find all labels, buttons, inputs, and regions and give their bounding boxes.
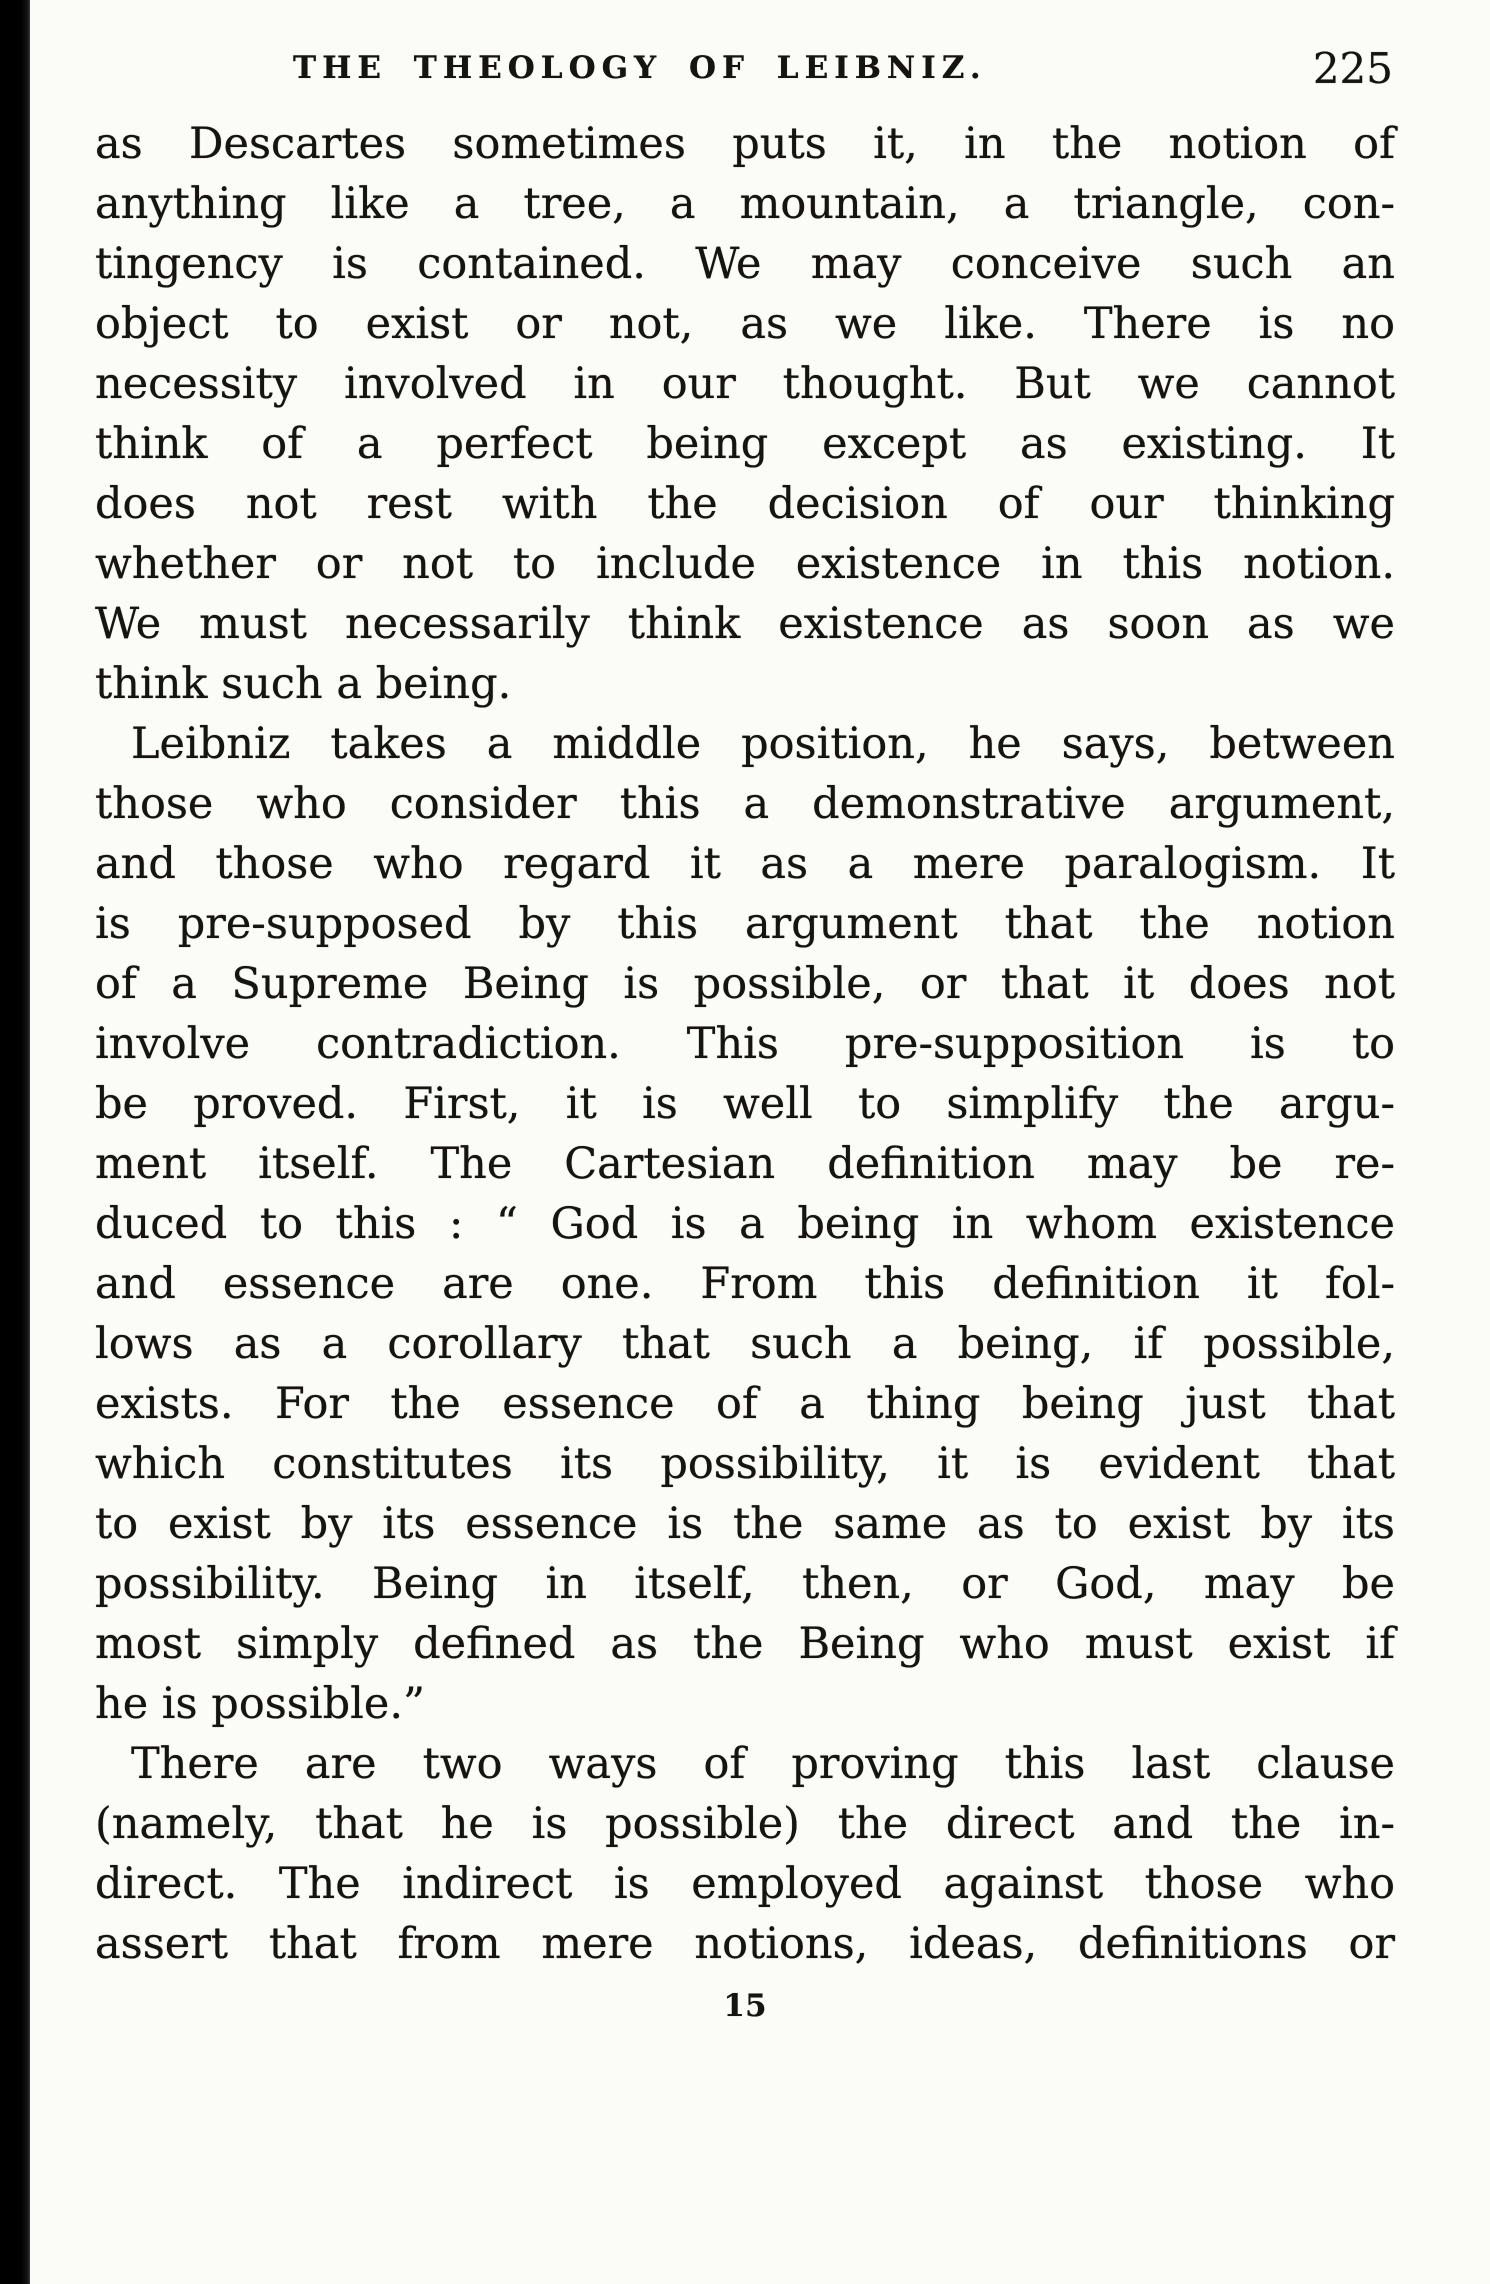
text-line: be proved. First, it is well to simplify the argu-: [95, 1079, 1395, 1129]
text-line: anything like a tree, a mountain, a triangle, con-: [95, 179, 1395, 229]
text-line: possibility. Being in itself, then, or God, may be: [95, 1559, 1395, 1609]
text-line: Leibniz takes a middle position, he says, between: [131, 719, 1395, 769]
text-line: think of a perfect being except as existing. It: [95, 419, 1395, 469]
text-line: duced to this : “ God is a being in whom existence: [95, 1199, 1395, 1249]
text-line: assert that from mere notions, ideas, definitions or: [95, 1919, 1395, 1969]
page-title: THE THEOLOGY OF LEIBNIZ.: [293, 50, 987, 86]
text-line: is pre-supposed by this argument that the notion: [95, 899, 1395, 949]
page-body: [95, 114, 1395, 1974]
text-line: those who consider this a demonstrative argument,: [95, 779, 1395, 829]
text-line: which constitutes its possibility, it is evident that: [95, 1439, 1395, 1489]
signature-number: 15: [723, 1988, 767, 2024]
scan-gutter-edge: [0, 0, 30, 2284]
text-line: exists. For the essence of a thing being just that: [95, 1379, 1395, 1429]
text-line: to exist by its essence is the same as to exist by its: [95, 1499, 1395, 1549]
text-line: involve contradiction. This pre-supposition is to: [95, 1019, 1395, 1069]
running-header: [95, 44, 1395, 92]
text-line: There are two ways of proving this last clause: [131, 1739, 1395, 1789]
text-line: We must necessarily think existence as soon as we: [95, 599, 1395, 649]
text-line: think such a being.: [95, 659, 512, 709]
text-line: he is possible.”: [95, 1679, 425, 1729]
text-line: necessity involved in our thought. But we cannot: [95, 359, 1395, 409]
text-line: direct. The indirect is employed against those who: [95, 1859, 1395, 1909]
text-line: of a Supreme Being is possible, or that it does not: [95, 959, 1395, 1009]
text-line: and those who regard it as a mere paralogism. It: [95, 839, 1395, 889]
text-line: does not rest with the decision of our thinking: [95, 479, 1395, 529]
page-number: 225: [1312, 44, 1393, 93]
text-line: (namely, that he is possible) the direct and the in-: [95, 1799, 1395, 1849]
text-line: lows as a corollary that such a being, if possible,: [95, 1319, 1395, 1369]
text-line: tingency is contained. We may conceive such an: [95, 239, 1395, 289]
text-line: ment itself. The Cartesian definition may be re-: [95, 1139, 1395, 1189]
text-line: as Descartes sometimes puts it, in the notion of: [95, 119, 1395, 169]
text-line: most simply defined as the Being who must exist if: [95, 1619, 1395, 1669]
text-line: object to exist or not, as we like. There is no: [95, 299, 1395, 349]
text-line: whether or not to include existence in this notion.: [95, 539, 1395, 589]
text-line: and essence are one. From this definition it fol-: [95, 1259, 1395, 1309]
